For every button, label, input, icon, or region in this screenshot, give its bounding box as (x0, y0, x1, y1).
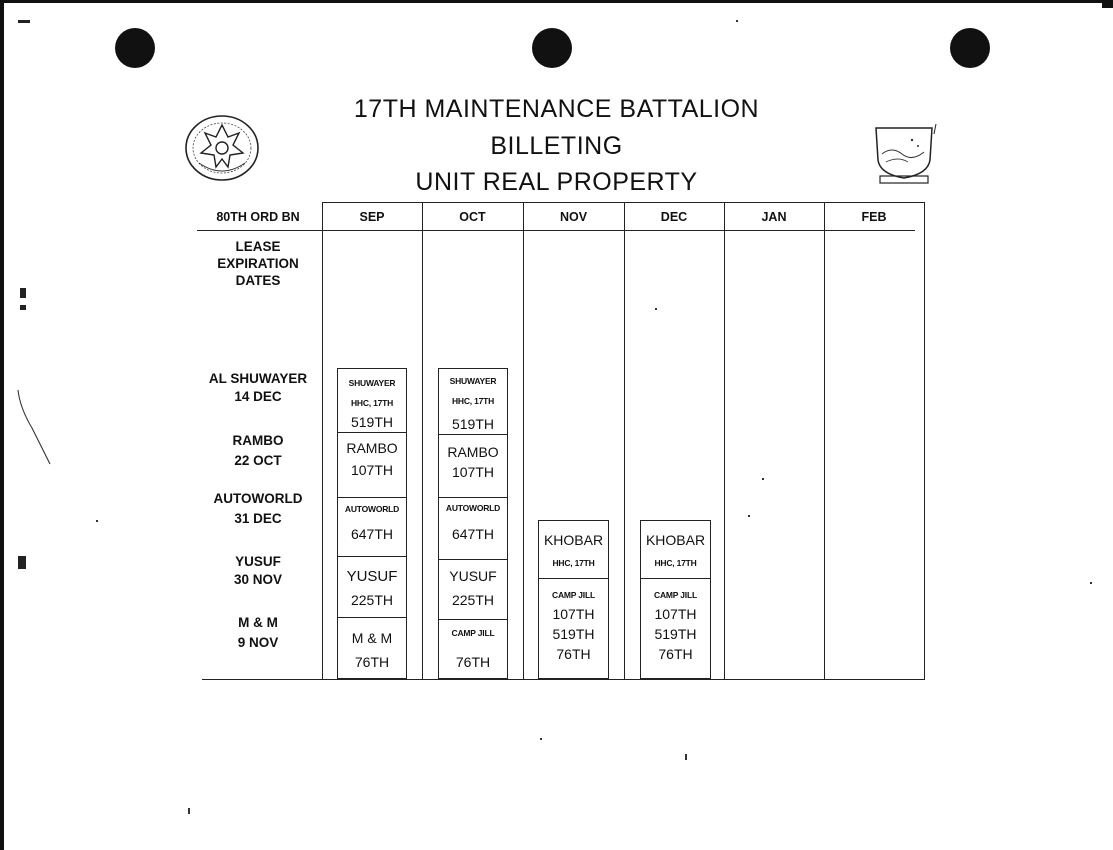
table-bottom-rule (202, 679, 924, 680)
scan-speckle (685, 754, 687, 760)
property-date: 30 NOV (233, 572, 283, 587)
month-header-oct: OCT (459, 210, 486, 224)
corner-label: 80TH ORD BN (216, 210, 300, 224)
billet-label: KHOBAR (543, 532, 604, 548)
column-divider (724, 202, 725, 680)
top-left-dash-mark (18, 20, 30, 23)
billet-label: YUSUF (346, 568, 398, 585)
billet-label: SHUWAYER (348, 378, 396, 388)
property-date: 14 DEC (234, 389, 282, 404)
property-name: AUTOWORLD (213, 491, 303, 506)
block-divider (438, 619, 508, 620)
billet-label: SHUWAYER (449, 376, 497, 386)
billet-unit: 76TH (556, 646, 591, 662)
billet-unit: 519TH (451, 416, 495, 432)
month-header-sep: SEP (359, 210, 385, 224)
billet-unit: 76TH (354, 654, 390, 670)
scan-speckle (736, 20, 738, 22)
scan-speckle (1090, 582, 1092, 584)
month-header-jan: JAN (761, 210, 787, 224)
billet-label: CAMP JILL (654, 590, 697, 600)
billet-unit: 519TH (654, 626, 697, 642)
billet-label: M & M (351, 630, 393, 646)
property-name: AL SHUWAYER (208, 371, 308, 386)
block-divider (640, 578, 711, 579)
billet-label: AUTOWORLD (344, 504, 400, 514)
billet-unit: HHC, 17TH (654, 558, 697, 568)
title-line-3: UNIT REAL PROPERTY (415, 168, 698, 196)
table-header-rule (197, 230, 915, 231)
left-margin-mark (18, 556, 26, 569)
left-scan-border (0, 0, 4, 850)
month-header-dec: DEC (660, 210, 688, 224)
month-header-nov: NOV (559, 210, 588, 224)
billet-unit: 519TH (552, 626, 595, 642)
billet-unit: 107TH (654, 606, 697, 622)
title-line-1: 17TH MAINTENANCE BATTALION (353, 95, 760, 123)
scan-speckle (655, 308, 657, 310)
property-date: 31 DEC (234, 511, 282, 526)
block-divider (438, 559, 508, 560)
column-divider (924, 202, 925, 680)
row-header-lease-expiration: LEASE EXPIRATION DATES (217, 239, 299, 288)
month-header-feb: FEB (861, 210, 887, 224)
property-date: 22 OCT (234, 453, 282, 468)
block-divider (438, 434, 508, 435)
block-divider (337, 617, 407, 618)
billet-unit: 519TH (350, 414, 394, 430)
block-divider (337, 497, 407, 498)
billet-label: KHOBAR (645, 532, 706, 548)
table-header-top-rule (322, 202, 924, 203)
billet-unit: 225TH (451, 592, 495, 608)
column-divider (624, 202, 625, 680)
billet-label: RAMBO (346, 440, 398, 456)
title-line-2: BILLETING (490, 132, 623, 160)
billet-unit: HHC, 17TH (552, 558, 595, 568)
billet-label: CAMP JILL (552, 590, 595, 600)
scan-speckle (96, 520, 98, 522)
scan-stray-line (14, 388, 54, 468)
billet-label: RAMBO (447, 444, 499, 460)
block-divider (337, 556, 407, 557)
billet-label: YUSUF (449, 568, 497, 584)
billet-unit: 647TH (350, 526, 394, 542)
block-divider (337, 432, 407, 433)
binder-hole (115, 28, 155, 68)
billet-unit: 647TH (451, 526, 495, 542)
column-divider (322, 202, 323, 680)
billet-unit: HHC, 17TH (350, 398, 394, 408)
block-divider (538, 578, 609, 579)
property-name: YUSUF (235, 554, 281, 569)
billet-unit: 225TH (350, 592, 394, 608)
scan-speckle (762, 478, 764, 480)
billet-label: AUTOWORLD (445, 503, 501, 513)
column-divider (523, 202, 524, 680)
billet-unit: 76TH (455, 654, 491, 670)
billet-unit: 107TH (451, 464, 495, 480)
scan-speckle (540, 738, 542, 740)
property-date: 9 NOV (237, 635, 279, 650)
billet-label: CAMP JILL (451, 628, 495, 638)
column-divider (824, 202, 825, 680)
binder-hole (532, 28, 572, 68)
left-margin-mark (20, 288, 26, 298)
column-divider (422, 202, 423, 680)
top-right-corner-mark (1102, 0, 1113, 8)
billet-unit: 107TH (552, 606, 595, 622)
property-name: M & M (238, 615, 278, 630)
block-divider (438, 497, 508, 498)
billet-unit: 76TH (658, 646, 693, 662)
scan-speckle (188, 808, 190, 814)
top-scan-border (0, 0, 1113, 3)
left-margin-mark (20, 305, 26, 310)
scan-speckle (748, 515, 750, 517)
binder-hole (950, 28, 990, 68)
property-name: RAMBO (232, 433, 284, 448)
billet-unit: 107TH (350, 462, 394, 478)
billet-unit: HHC, 17TH (451, 396, 495, 406)
